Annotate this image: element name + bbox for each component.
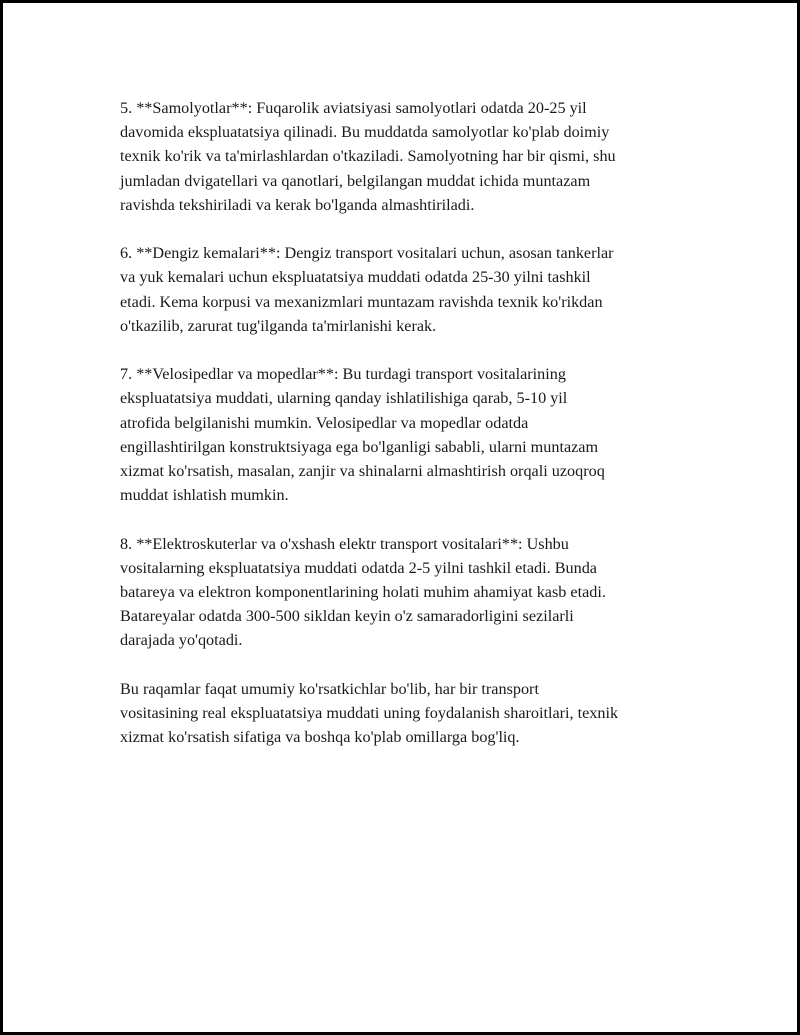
document-body [120, 96, 700, 774]
paragraph-dengiz-kemalari: 6. **Dengiz kemalari**: Dengiz transport vositalari uchun, asosan tankerlar va yuk kemalari uchun ekspluatatsiya muddati odatda 25-30 yilni tashkil etadi. Kema korpusi va mexanizmlari muntazam ravishda texnik ko'rikdan o'tkazilib, zarurat tug'ilganda ta'mirlanishi kerak. [120, 244, 614, 335]
paragraph-elektroskuterlar: 8. **Elektroskuterlar va o'xshash elektr transport vositalari**: Ushbu vositalarning ekspluatatsiya muddati odatda 2-5 yilni tashkil etadi. Bunda batareya va elektron komponentlarining holati muhim ahamiyat kasb etadi. Batareyalar odatda 300-500 sikldan keyin o'z samaradorligini sezilarli darajada yo'qotadi. [120, 534, 606, 650]
paragraph-velosipedlar: 7. **Velosipedlar va mopedlar**: Bu turdagi transport vositalarining ekspluatatsiya muddati, ularning qanday ishlatilishiga qarab, 5-10 yil atrofida belgilanishi mumkin. Velosipedlar va mopedlar odatda engillashtirilgan konstruktsiyaga ega bo'lganligi sababli, ularni muntazam xizmat ko'rsatish, masalan, zanjir va shinalarni almashtirish orqali uzoqroq muddat ishlatish mumkin. [120, 365, 605, 505]
paragraph-samolyotlar: 5. **Samolyotlar**: Fuqarolik aviatsiyasi samolyotlari odatda 20-25 yil davomida ekspluatatsiya qilinadi. Bu muddatda samolyotlar ko'plab doimiy texnik ko'rik va ta'mirlashlardan o'tkaziladi. Samolyotning har bir qismi, shu jumladan dvigatellari va qanotlari, belgilangan muddat ichida muntazam ravishda tekshiriladi va kerak bo'lganda almashtiriladi. [120, 99, 616, 214]
paragraph-conclusion: Bu raqamlar faqat umumiy ko'rsatkichlar bo'lib, har bir transport vositasining real ekspluatatsiya muddati uning foydalanish sharoitlari, texnik xizmat ko'rsatish sifatiga va boshqa ko'plab omillarga bog'liq. [120, 679, 619, 747]
